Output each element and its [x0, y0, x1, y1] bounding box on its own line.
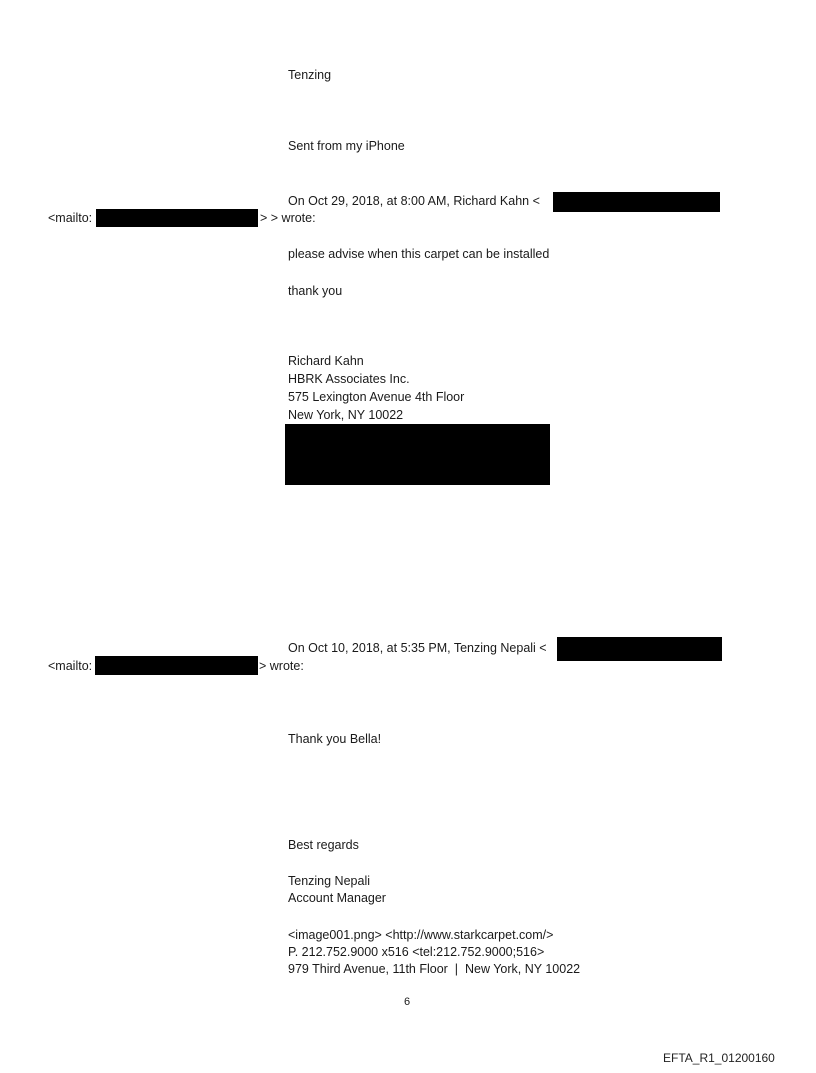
- reply1-mailto-prefix: <mailto:: [48, 211, 93, 225]
- reply1-signature-line: 575 Lexington Avenue 4th Floor: [288, 390, 465, 404]
- reply2-links: <image001.png> <http://www.starkcarpet.com/>: [288, 928, 554, 942]
- redaction-block: [96, 209, 258, 227]
- reply2-header: On Oct 10, 2018, at 5:35 PM, Tenzing Nepali <: [288, 641, 547, 655]
- sent-from-line: Sent from my iPhone: [288, 139, 405, 153]
- redaction-block: [285, 424, 550, 485]
- reply2-closing: Best regards: [288, 838, 359, 852]
- redaction-block: [553, 192, 720, 212]
- redaction-block: [95, 656, 258, 675]
- reply2-address: 979 Third Avenue, 11th Floor | New York, NY 10022: [288, 962, 581, 976]
- reply2-signature-title: Account Manager: [288, 891, 386, 905]
- reply1-signature-line: Richard Kahn: [288, 354, 364, 368]
- reply2-body: Thank you Bella!: [288, 732, 382, 746]
- reply1-body-line: please advise when this carpet can be installed: [288, 247, 550, 261]
- reply1-signature-line: HBRK Associates Inc.: [288, 372, 410, 386]
- reply1-mailto-suffix: > > wrote:: [260, 211, 316, 225]
- reply1-body-line: thank you: [288, 284, 343, 298]
- reply1-signature-line: New York, NY 10022: [288, 408, 404, 422]
- reply2-signature-name: Tenzing Nepali: [288, 874, 370, 888]
- reply2-mailto-suffix: > wrote:: [259, 659, 304, 673]
- reply2-mailto-prefix: <mailto:: [48, 659, 93, 673]
- redaction-block: [557, 637, 722, 661]
- page-number: 6: [404, 996, 411, 1008]
- reply2-phone: P. 212.752.9000 x516 <tel:212.752.9000;516>: [288, 945, 545, 959]
- sender-first-name: Tenzing: [288, 68, 332, 82]
- reply1-header: On Oct 29, 2018, at 8:00 AM, Richard Kahn <: [288, 194, 540, 208]
- document-id: EFTA_R1_01200160: [663, 1051, 775, 1065]
